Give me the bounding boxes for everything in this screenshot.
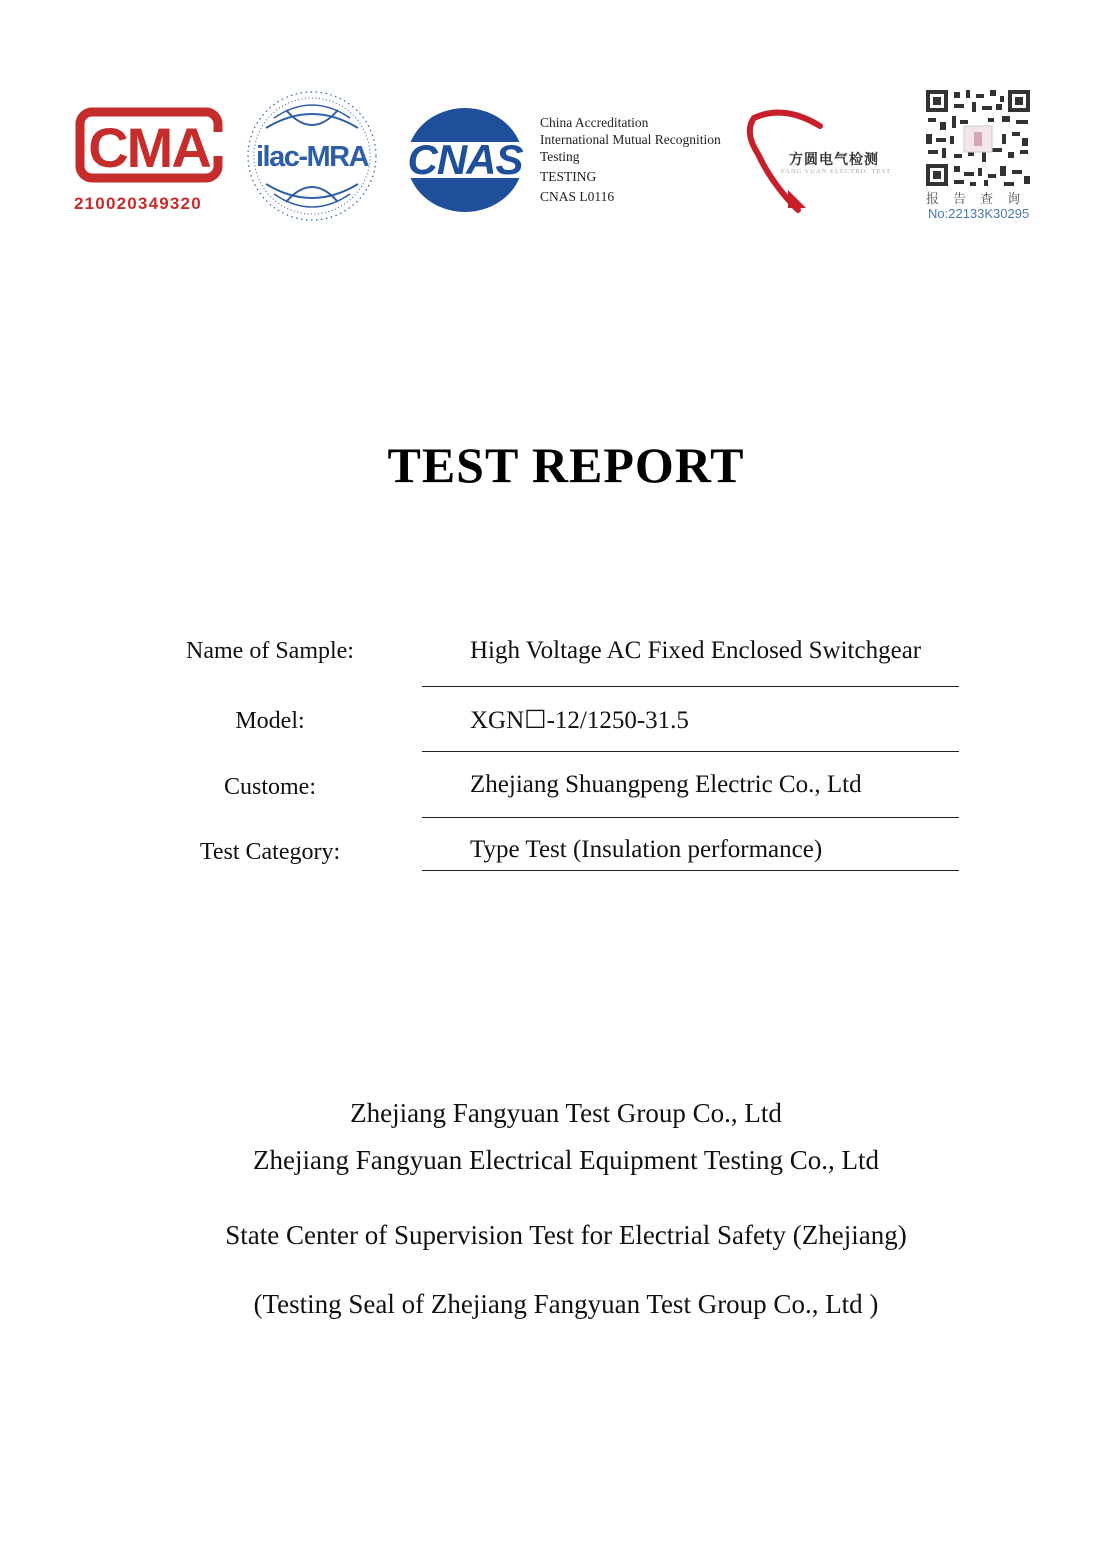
- page-title: TEST REPORT: [387, 437, 745, 493]
- model-label: Model:: [235, 708, 305, 734]
- supervision-center: State Center of Supervision Test for Electrial Safety (Zhejiang): [225, 1220, 907, 1250]
- qr-code-icon[interactable]: [924, 88, 1032, 188]
- fangyuan-name-cn: 方圆电气检测: [789, 152, 879, 168]
- qr-query-label: 报告查询: [926, 192, 1035, 207]
- cma-number: 210020349320: [74, 194, 202, 213]
- test-category-label: Test Category:: [199, 839, 341, 865]
- sample-name-value: High Voltage AC Fixed Enclosed Switchgear: [470, 637, 922, 664]
- customer-label: Custome:: [223, 774, 316, 800]
- field-underline: [422, 751, 959, 752]
- cnas-accreditation-text: [540, 114, 750, 205]
- test-category-value: Type Test (Insulation performance): [470, 836, 823, 863]
- model-value: XGN☐-12/1250-31.5: [470, 707, 689, 734]
- fangyuan-name-en: FANG YUAN ELECTRIC TEST: [781, 168, 892, 175]
- cnas-line: China Accreditation: [540, 115, 649, 130]
- field-underline: [422, 686, 959, 687]
- field-underline: [422, 870, 959, 871]
- testing-seal-note: (Testing Seal of Zhejiang Fangyuan Test Group Co., Ltd ): [253, 1289, 879, 1319]
- issuer-company-2: Zhejiang Fangyuan Electrical Equipment Testing Co., Ltd: [253, 1145, 879, 1175]
- issuer-company-1: Zhejiang Fangyuan Test Group Co., Ltd: [350, 1098, 782, 1128]
- ilac-mra-logo: [244, 88, 380, 224]
- cnas-logo: [394, 104, 536, 216]
- cma-letters: CMA: [88, 116, 210, 179]
- cnas-line: TESTING: [540, 169, 597, 184]
- cnas-line: International Mutual Recognition: [540, 132, 721, 147]
- customer-value: Zhejiang Shuangpeng Electric Co., Ltd: [470, 771, 862, 798]
- report-number: No:22133K30295: [928, 206, 1030, 221]
- cnas-line: Testing: [540, 149, 580, 164]
- cnas-line: CNAS L0116: [540, 189, 615, 204]
- ilac-text: ilac-MRA: [255, 141, 369, 173]
- cnas-letters: CNAS: [407, 136, 523, 183]
- field-underline: [422, 817, 959, 818]
- sample-name-label: Name of Sample:: [186, 638, 354, 664]
